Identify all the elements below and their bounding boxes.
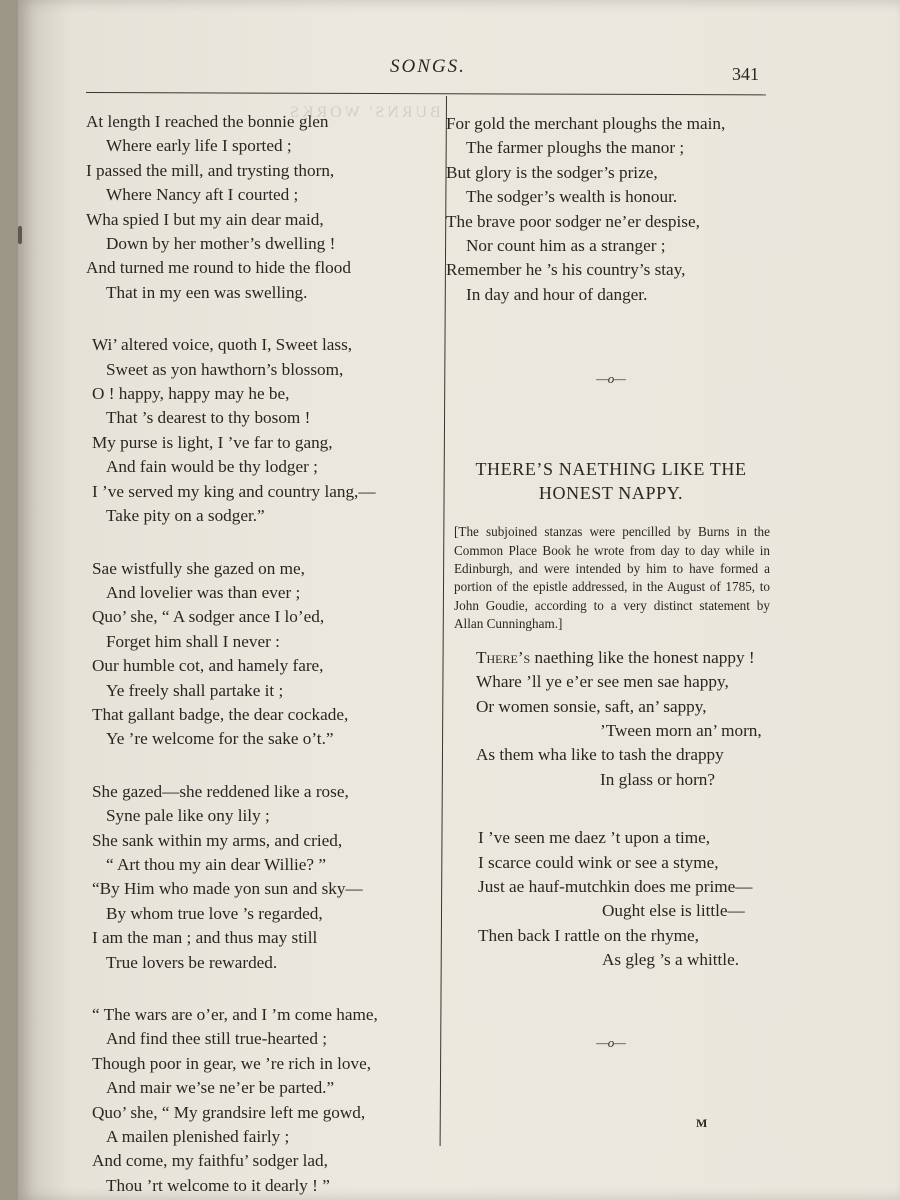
verse-line: And mair we’se ne’er be parted.” (106, 1078, 335, 1098)
left-column (86, 110, 442, 1198)
signature-mark: M (696, 1116, 708, 1130)
verse-line: I scarce could wink or see a styme, (478, 852, 719, 872)
verse-line: Thou ’rt welcome to it dearly ! ” (106, 1175, 330, 1195)
drop-word: There’s (476, 647, 531, 667)
verse-line (476, 646, 776, 670)
verse-line: Or women sonsie, saft, an’ sappy, (476, 696, 707, 716)
header-rule (86, 92, 766, 95)
verse-line: Quo’ she, “ My grandsire left me gowd, (92, 1102, 366, 1122)
stanza (86, 557, 442, 752)
verse-line: That in my een was swelling. (106, 282, 308, 302)
book-page (18, 0, 900, 1200)
verse-line: And find thee still true-hearted ; (106, 1029, 327, 1049)
verse-line: A mailen plenished fairly ; (106, 1127, 290, 1147)
stanza (86, 780, 442, 975)
verse-line: Though poor in gear, we ’re rich in love, (92, 1053, 371, 1073)
stanza (86, 1003, 442, 1198)
stanza (446, 112, 776, 307)
verse-line: In day and hour of danger. (466, 284, 648, 304)
running-header (18, 52, 900, 121)
verse-line: My purse is light, I ’ve far to gang, (92, 432, 333, 452)
verse-line: And fain would be thy lodger ; (106, 457, 318, 477)
verse-line: The farmer ploughs the manor ; (466, 138, 685, 158)
verse-line: Our humble cot, and hamely fare, (92, 656, 324, 676)
bleed-through-text: BURNS' WORKS. (280, 104, 441, 121)
verse-line: ’Tween morn an’ morn, (600, 720, 762, 740)
verse-line: The sodger’s wealth is honour. (466, 187, 678, 207)
verse-line: She gazed—she reddened like a rose, (92, 781, 349, 801)
verse-line: Nor count him as a stranger ; (466, 236, 666, 256)
verse-line: As them wha like to tash the drappy (476, 745, 724, 765)
verse-line: Whare ’ll ye e’er see men sae happy, (476, 672, 729, 692)
verse-line: But glory is the sodger’s prize, (446, 162, 658, 182)
verse-line: That ’s dearest to thy bosom ! (106, 408, 311, 428)
right-column (446, 112, 776, 1051)
verse-line: Wi’ altered voice, quoth I, Sweet lass, (92, 335, 353, 355)
section-ornament: —o— (596, 1034, 626, 1050)
poem-title-line: HONEST NAPPY. (538, 483, 684, 504)
page-number: 341 (732, 64, 759, 84)
verse-line: Take pity on a sodger.” (106, 506, 265, 526)
running-title: SONGS. (390, 56, 466, 77)
stanza (478, 826, 776, 972)
verse-line: “By Him who made yon sun and sky— (92, 879, 363, 899)
verse-line: Ought else is little— (602, 901, 745, 921)
verse-line: True lovers be rewarded. (106, 952, 278, 972)
verse-line: Down by her mother’s dwelling ! (106, 234, 336, 254)
verse-line: Where Nancy aft I courted ; (106, 185, 299, 205)
verse-line: I am the man ; and thus may still (92, 928, 318, 948)
verse-line: Wha spied I but my ain dear maid, (86, 209, 324, 229)
verse-line: And turned me round to hide the flood (86, 258, 351, 278)
verse-line: Then back I rattle on the rhyme, (478, 925, 699, 945)
verse-line: Ye ’re welcome for the sake o’t.” (106, 729, 334, 749)
editorial-note: [The subjoined stanzas were pencilled by Burns in the Common Place Book he wrote from day to day while in Edinburgh, and were intended by him to have formed a portion of the epistle addressed, in the August of 1785, to John Goudie, according to a very distinct statement by Allan Cunningham.] (454, 524, 770, 632)
section-ornament: —o— (596, 371, 626, 387)
verse-line: Where early life I sported ; (106, 136, 292, 156)
verse-line: I passed the mill, and trysting thorn, (86, 160, 335, 180)
poem-title-line: THERE’S NAETHING LIKE THE (475, 459, 747, 480)
stanza (86, 110, 442, 305)
verse-line: Syne pale like ony lily ; (106, 806, 270, 826)
verse-line: The brave poor sodger ne’er despise, (446, 211, 700, 231)
verse-line: That gallant badge, the dear cockade, (92, 704, 349, 724)
verse-line: And lovelier was than ever ; (106, 582, 301, 602)
verse-line: O ! happy, happy may he be, (92, 384, 290, 404)
verse-line: “ Art thou my ain dear Willie? ” (106, 854, 326, 874)
verse-line: She sank within my arms, and cried, (92, 830, 343, 850)
verse-line: Ye freely shall partake it ; (106, 680, 284, 700)
stanza (476, 646, 776, 792)
verse-line: At length I reached the bonnie glen (86, 112, 329, 131)
poem-title (446, 457, 776, 505)
verse-line: I ’ve seen me daez ’t upon a time, (478, 828, 711, 848)
verse-line: “ The wars are o’er, and I ’m come hame, (92, 1005, 378, 1024)
verse-line: Quo’ she, “ A sodger ance I lo’ed, (92, 607, 325, 627)
verse-line: For gold the merchant ploughs the main, (446, 114, 726, 133)
verse-line: Forget him shall I never : (106, 631, 280, 651)
stanza (86, 333, 442, 528)
verse-line: Sae wistfully she gazed on me, (92, 558, 305, 578)
verse-line: I ’ve served my king and country lang,— (92, 481, 376, 501)
binding-thread (18, 226, 22, 244)
verse-line: In glass or horn? (600, 769, 716, 789)
verse-line: Just ae hauf-mutchkin does me prime— (478, 876, 753, 896)
verse-line: As gleg ’s a whittle. (602, 950, 740, 970)
verse-line-rest: naething like the honest nappy ! (530, 647, 755, 667)
verse-line: By whom true love ’s regarded, (106, 903, 323, 923)
verse-line: Sweet as yon hawthorn’s blossom, (106, 359, 344, 379)
verse-line: And come, my faithfu’ sodger lad, (92, 1151, 328, 1171)
verse-line: Remember he ’s his country’s stay, (446, 260, 686, 280)
